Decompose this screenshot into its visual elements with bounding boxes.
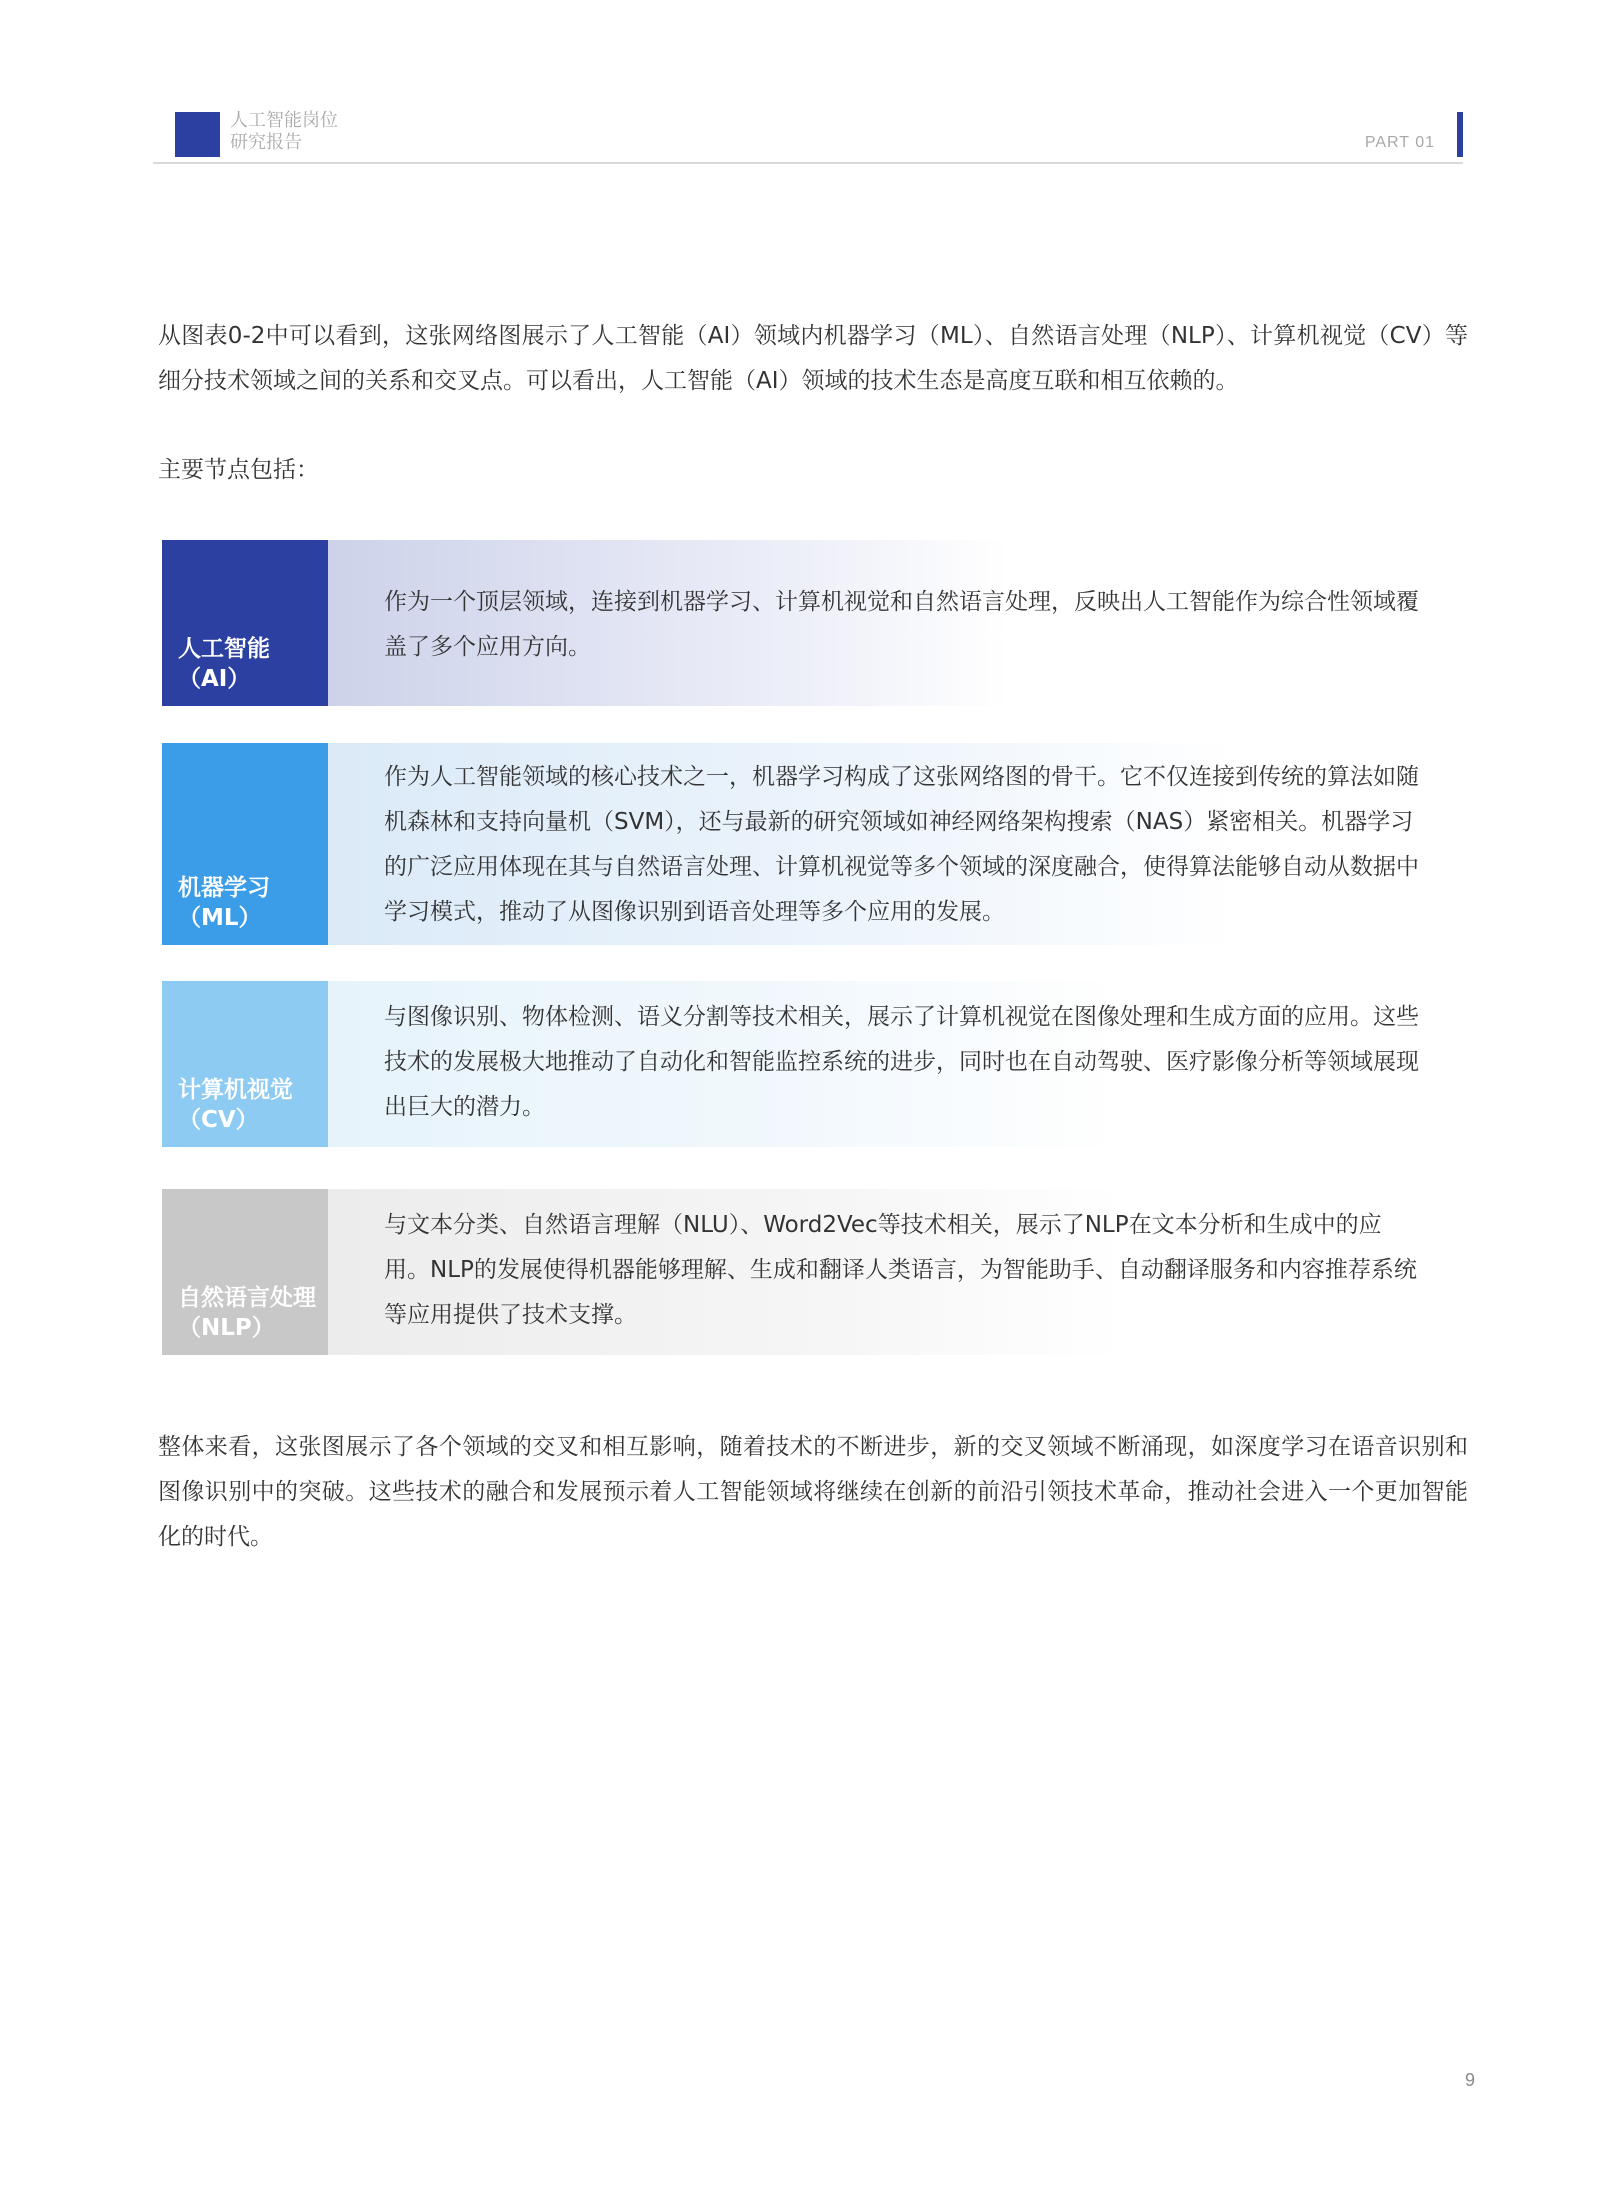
page-header [153, 110, 1463, 164]
node-card-ai [162, 540, 1462, 706]
node-label-ai: 人工智能 （AI） [162, 540, 328, 706]
node-card-nlp [162, 1189, 1462, 1355]
header-part-label: PART 01 [1364, 134, 1435, 151]
header-title [230, 110, 338, 154]
node-text-ml: 作为人工智能领域的核心技术之一，机器学习构成了这张网络图的骨干。它不仅连接到传统的算法如随机森林和支持向量机（SVM），还与最新的研究领域如神经网络架构搜索（NAS）紧密相关。机器学习的广泛应用体现在其与自然语言处理、计算机视觉等多个领域的深度融合，使得算法能够自动从数据中学习模式，推动了从图像识别到语音处理等多个应用的发展。 [384, 764, 1419, 925]
node-card-cv [162, 981, 1462, 1147]
header-divider [153, 162, 1463, 164]
nodes-heading: 主要节点包括： [158, 457, 319, 483]
node-label-cv: 计算机视觉 （CV） [162, 981, 328, 1147]
node-text-nlp: 与文本分类、自然语言理解（NLU）、Word2Vec等技术相关，展示了NLP在文本分析和生成中的应用。NLP的发展使得机器能够理解、生成和翻译人类语言，为智能助手、自动翻译服务和内容推荐系统等应用提供了技术支撑。 [384, 1212, 1417, 1328]
conclusion-paragraph: 整体来看，这张图展示了各个领域的交叉和相互影响，随着技术的不断进步，新的交叉领域不断涌现，如深度学习在语音识别和图像识别中的突破。这些技术的融合和发展预示着人工智能领域将继续在创新的前沿引领技术革命，推动社会进入一个更加智能化的时代。 [158, 1434, 1468, 1550]
header-title-line1: 人工智能岗位 [230, 110, 338, 131]
node-text-ai: 作为一个顶层领域，连接到机器学习、计算机视觉和自然语言处理，反映出人工智能作为综合性领域覆盖了多个应用方向。 [384, 589, 1419, 660]
node-text-cv: 与图像识别、物体检测、语义分割等技术相关，展示了计算机视觉在图像处理和生成方面的应用。这些技术的发展极大地推动了自动化和智能监控系统的进步，同时也在自动驾驶、医疗影像分析等领域展现出巨大的潜力。 [384, 1004, 1419, 1120]
header-logo-square [175, 112, 220, 157]
header-accent-bar [1457, 112, 1463, 157]
page-number: 9 [1465, 2070, 1476, 2090]
node-label-nlp: 自然语言处理 （NLP） [162, 1189, 328, 1355]
node-card-ml [162, 743, 1462, 945]
header-title-line2: 研究报告 [230, 132, 302, 153]
intro-paragraph: 从图表0-2中可以看到，这张网络图展示了人工智能（AI）领域内机器学习（ML）、自然语言处理（NLP）、计算机视觉（CV）等细分技术领域之间的关系和交叉点。可以看出，人工智能（AI）领域的技术生态是高度互联和相互依赖的。 [158, 323, 1468, 394]
node-label-ml: 机器学习 （ML） [162, 743, 328, 945]
